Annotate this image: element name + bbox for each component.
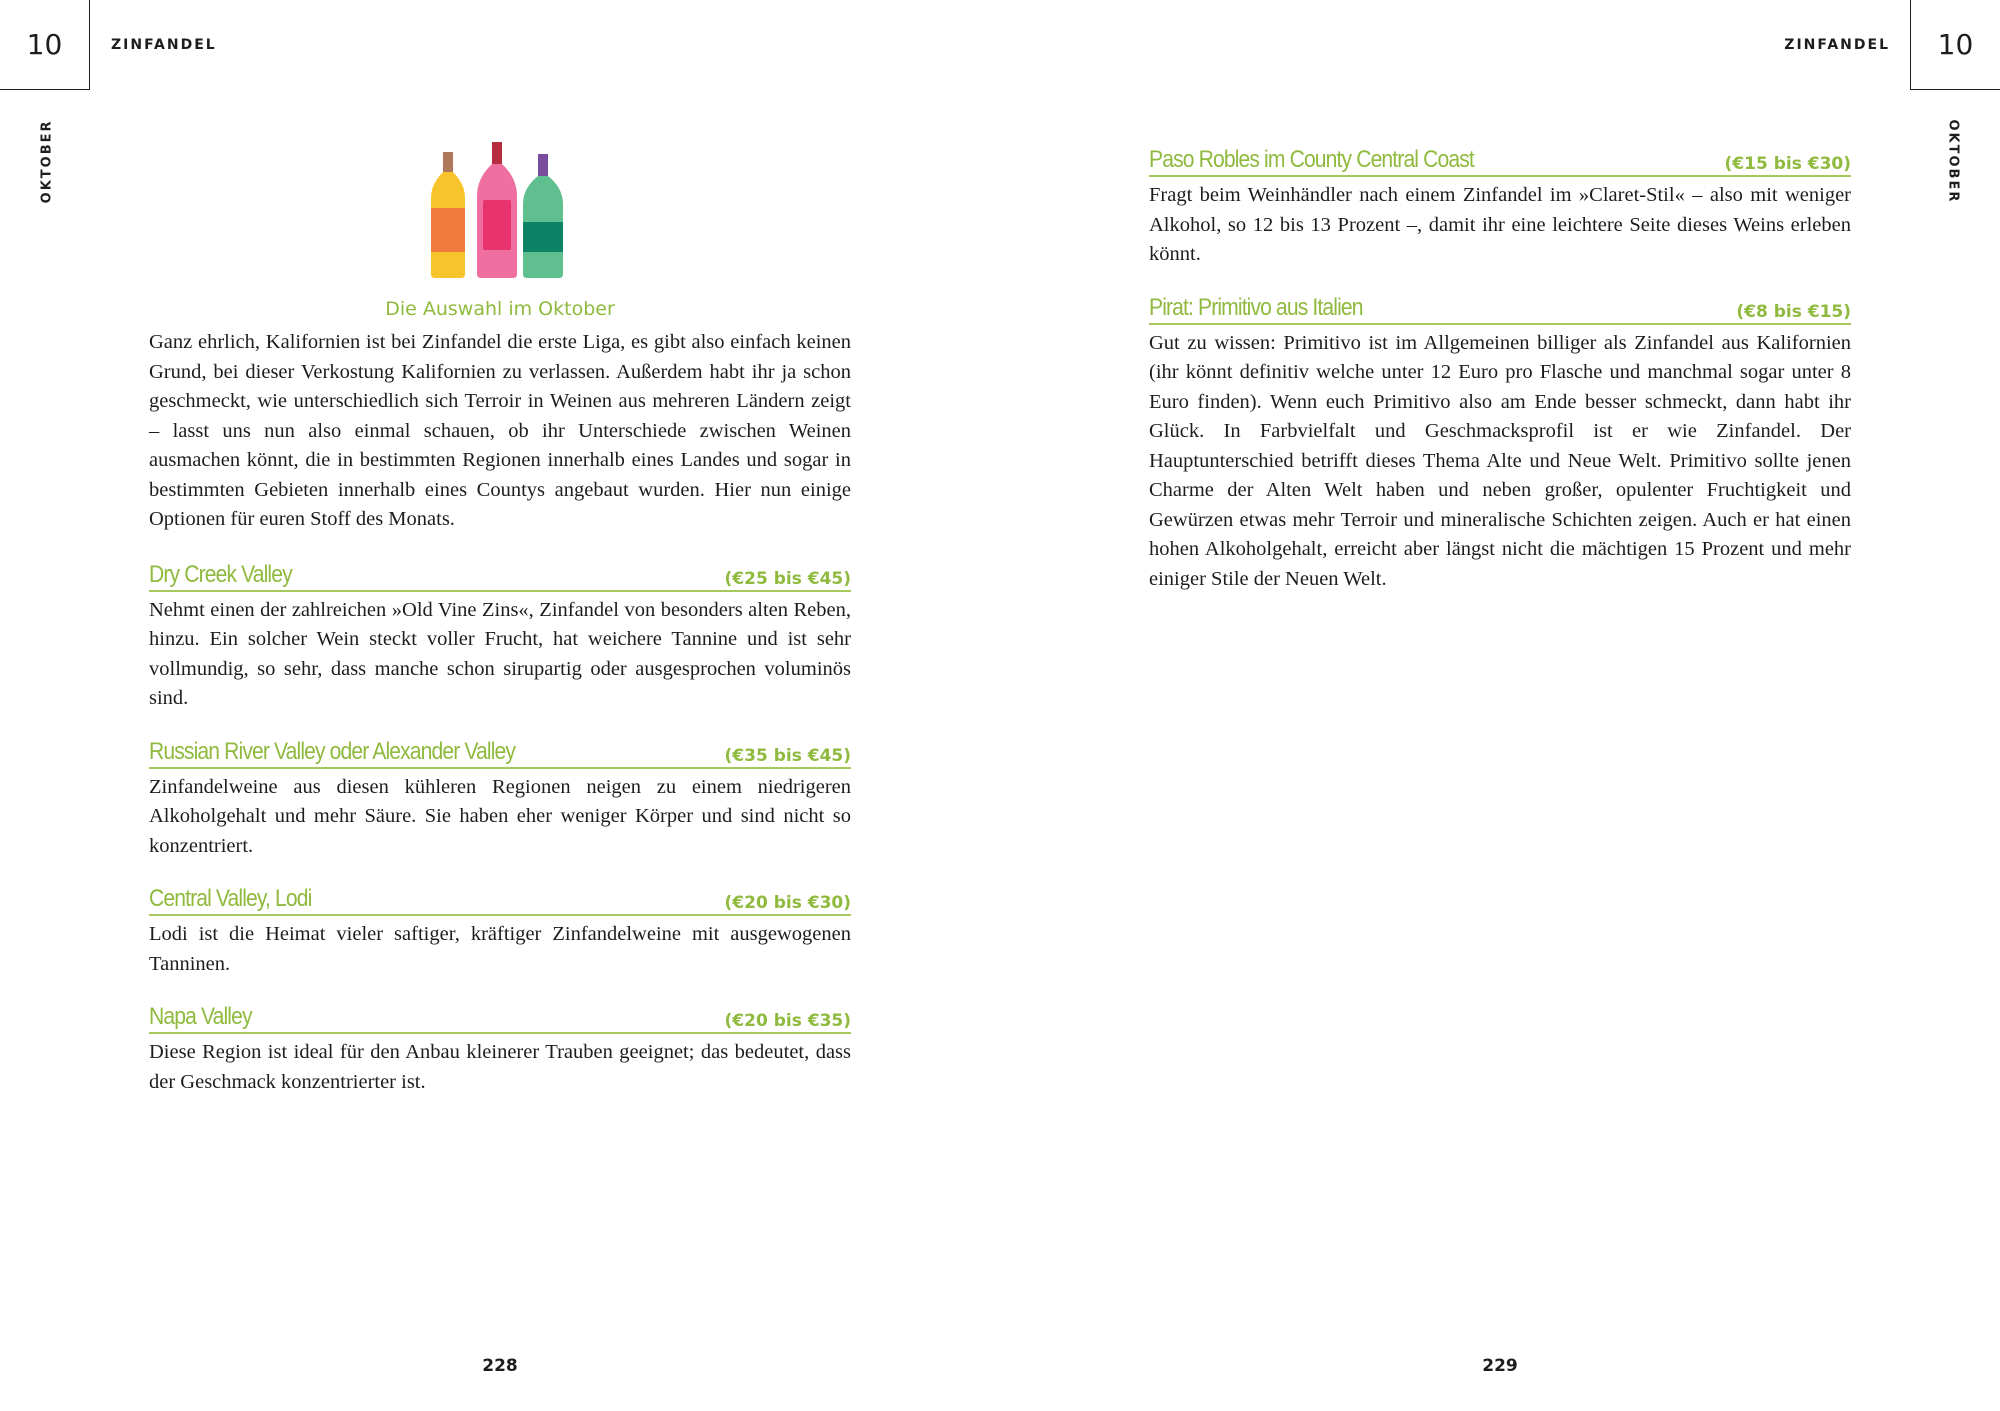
section-text: Zinfandelweine aus diesen kühleren Regionen neigen zu einem niedrigeren Alkoholgehalt und mehr Säure. Sie haben eher weniger Körper und sind nicht so konzentriert. bbox=[149, 775, 851, 857]
chapter-number-box bbox=[0, 0, 90, 90]
section-price: (€35 bis €45) bbox=[724, 745, 851, 766]
section-text: Nehmt einen der zahlreichen »Old Vine Zins«, Zinfandel von besonders alten Reben, hinzu. Ein solcher Wein steckt voller Frucht, hat weichere Tannine und ist sehr vollmundig, so sehr, dass manche schon sirupartig oder ausgesprochen voluminös sind. bbox=[149, 598, 851, 709]
running-head: ZINFANDEL bbox=[1784, 37, 1890, 53]
bottle-yellow-icon bbox=[431, 152, 465, 278]
section-title: Napa Valley bbox=[149, 1003, 252, 1030]
section-price: (€15 bis €30) bbox=[1724, 154, 1851, 174]
page-number: 228 bbox=[482, 1356, 518, 1376]
bottle-pink-icon bbox=[477, 142, 517, 278]
month-side-label: OKTOBER bbox=[1945, 119, 1961, 204]
section-primitivo bbox=[1149, 294, 1851, 595]
left-column bbox=[149, 140, 851, 1097]
section-header bbox=[149, 885, 851, 916]
running-head: ZINFANDEL bbox=[111, 37, 217, 53]
selection-title: Die Auswahl im Oktober bbox=[385, 298, 615, 320]
section-napa-valley bbox=[149, 1003, 851, 1097]
section-title: Pirat: Primitivo aus Italien bbox=[1149, 293, 1363, 321]
section-price: (€20 bis €30) bbox=[724, 893, 851, 913]
right-page bbox=[1000, 0, 2000, 1411]
section-title: Paso Robles im County Central Coast bbox=[1149, 146, 1474, 173]
wine-bottles-illustration bbox=[425, 140, 575, 280]
chapter-number-box bbox=[1910, 0, 2000, 90]
right-column bbox=[1149, 146, 1851, 594]
section-title: Dry Creek Valley bbox=[149, 560, 292, 588]
section-price: (€8 bis €15) bbox=[1736, 301, 1851, 322]
section-price: (€20 bis €35) bbox=[724, 1011, 851, 1031]
section-text: Fragt beim Weinhändler nach einem Zinfandel im »Claret-Stil« – also mit weniger Alkohol, so 12 bis 13 Prozent –, damit ihr eine leichtere Seite dieses Weins erleben könnt. bbox=[1149, 184, 1851, 265]
section-header bbox=[149, 738, 851, 769]
section-header bbox=[1149, 294, 1851, 325]
section-paso-robles bbox=[1149, 146, 1851, 270]
section-russian-river-valley bbox=[149, 738, 851, 862]
page-number: 229 bbox=[1482, 1356, 1518, 1376]
section-price: (€25 bis €45) bbox=[724, 568, 851, 589]
section-title: Central Valley, Lodi bbox=[149, 885, 312, 912]
section-header bbox=[1149, 146, 1851, 177]
intro-paragraph: Ganz ehrlich, Kalifornien ist bei Zinfandel die erste Liga, es gibt also einfach keinen Grund, bei dieser Verkostung Kalifornien zu verlassen. Außerdem habt ihr ja schon geschmeckt, wie unterschiedlich sich Terroir in Weinen aus mehreren Ländern zeigt – lasst uns nun also einmal schauen, ob ihr Unterschiede zwischen Weinen ausmachen könnt, die in bestimmten Regionen innerhalb eines Landes und sogar in bestimmten Gebieten innerhalb eines Countys angebaut wurden. Hier nun einige Optionen für euren Stoff des Monats. bbox=[149, 331, 851, 530]
month-side-label: OKTOBER bbox=[39, 119, 55, 204]
section-text: Lodi ist die Heimat vieler saftiger, kräftiger Zinfandelweine mit ausgewogenen Tanninen. bbox=[149, 923, 851, 975]
chapter-number: 10 bbox=[1937, 28, 1974, 61]
bottle-green-icon bbox=[523, 154, 563, 278]
section-header bbox=[149, 561, 851, 592]
section-dry-creek-valley bbox=[149, 561, 851, 714]
section-title: Russian River Valley oder Alexander Valley bbox=[149, 737, 516, 765]
chapter-number: 10 bbox=[26, 28, 63, 61]
section-central-valley-lodi bbox=[149, 885, 851, 979]
section-text: Gut zu wissen: Primitivo ist im Allgemeinen billiger als Zinfandel aus Kalifornien (ihr könnt definitiv welche unter 12 Euro pro Flasche und manchmal sogar unter 8 Euro finden). Wenn euch Primitivo also am Ende besser schmeckt, dann habt ihr Glück. In Farbvielfalt und Geschmacksprofil ist er wie Zinfandel. Der Hauptunterschied betrifft dieses Thema Alte und Neue Welt. Primitivo sollte jenen Charme der Alten Welt haben und neben großer, opulenter Fruchtigkeit und Gewürzen etwas mehr Terroir und mineralische Schichten zeigen. Auch er hat einen hohen Alkoholgehalt, erreicht aber längst nicht die mächtigen 15 Prozent und mehr einiger Stile der Neuen Welt. bbox=[1149, 331, 1851, 590]
section-text: Diese Region ist ideal für den Anbau kleinerer Trauben geeignet; das bedeutet, dass der Geschmack konzentrierter ist. bbox=[149, 1041, 851, 1093]
section-header bbox=[149, 1003, 851, 1034]
